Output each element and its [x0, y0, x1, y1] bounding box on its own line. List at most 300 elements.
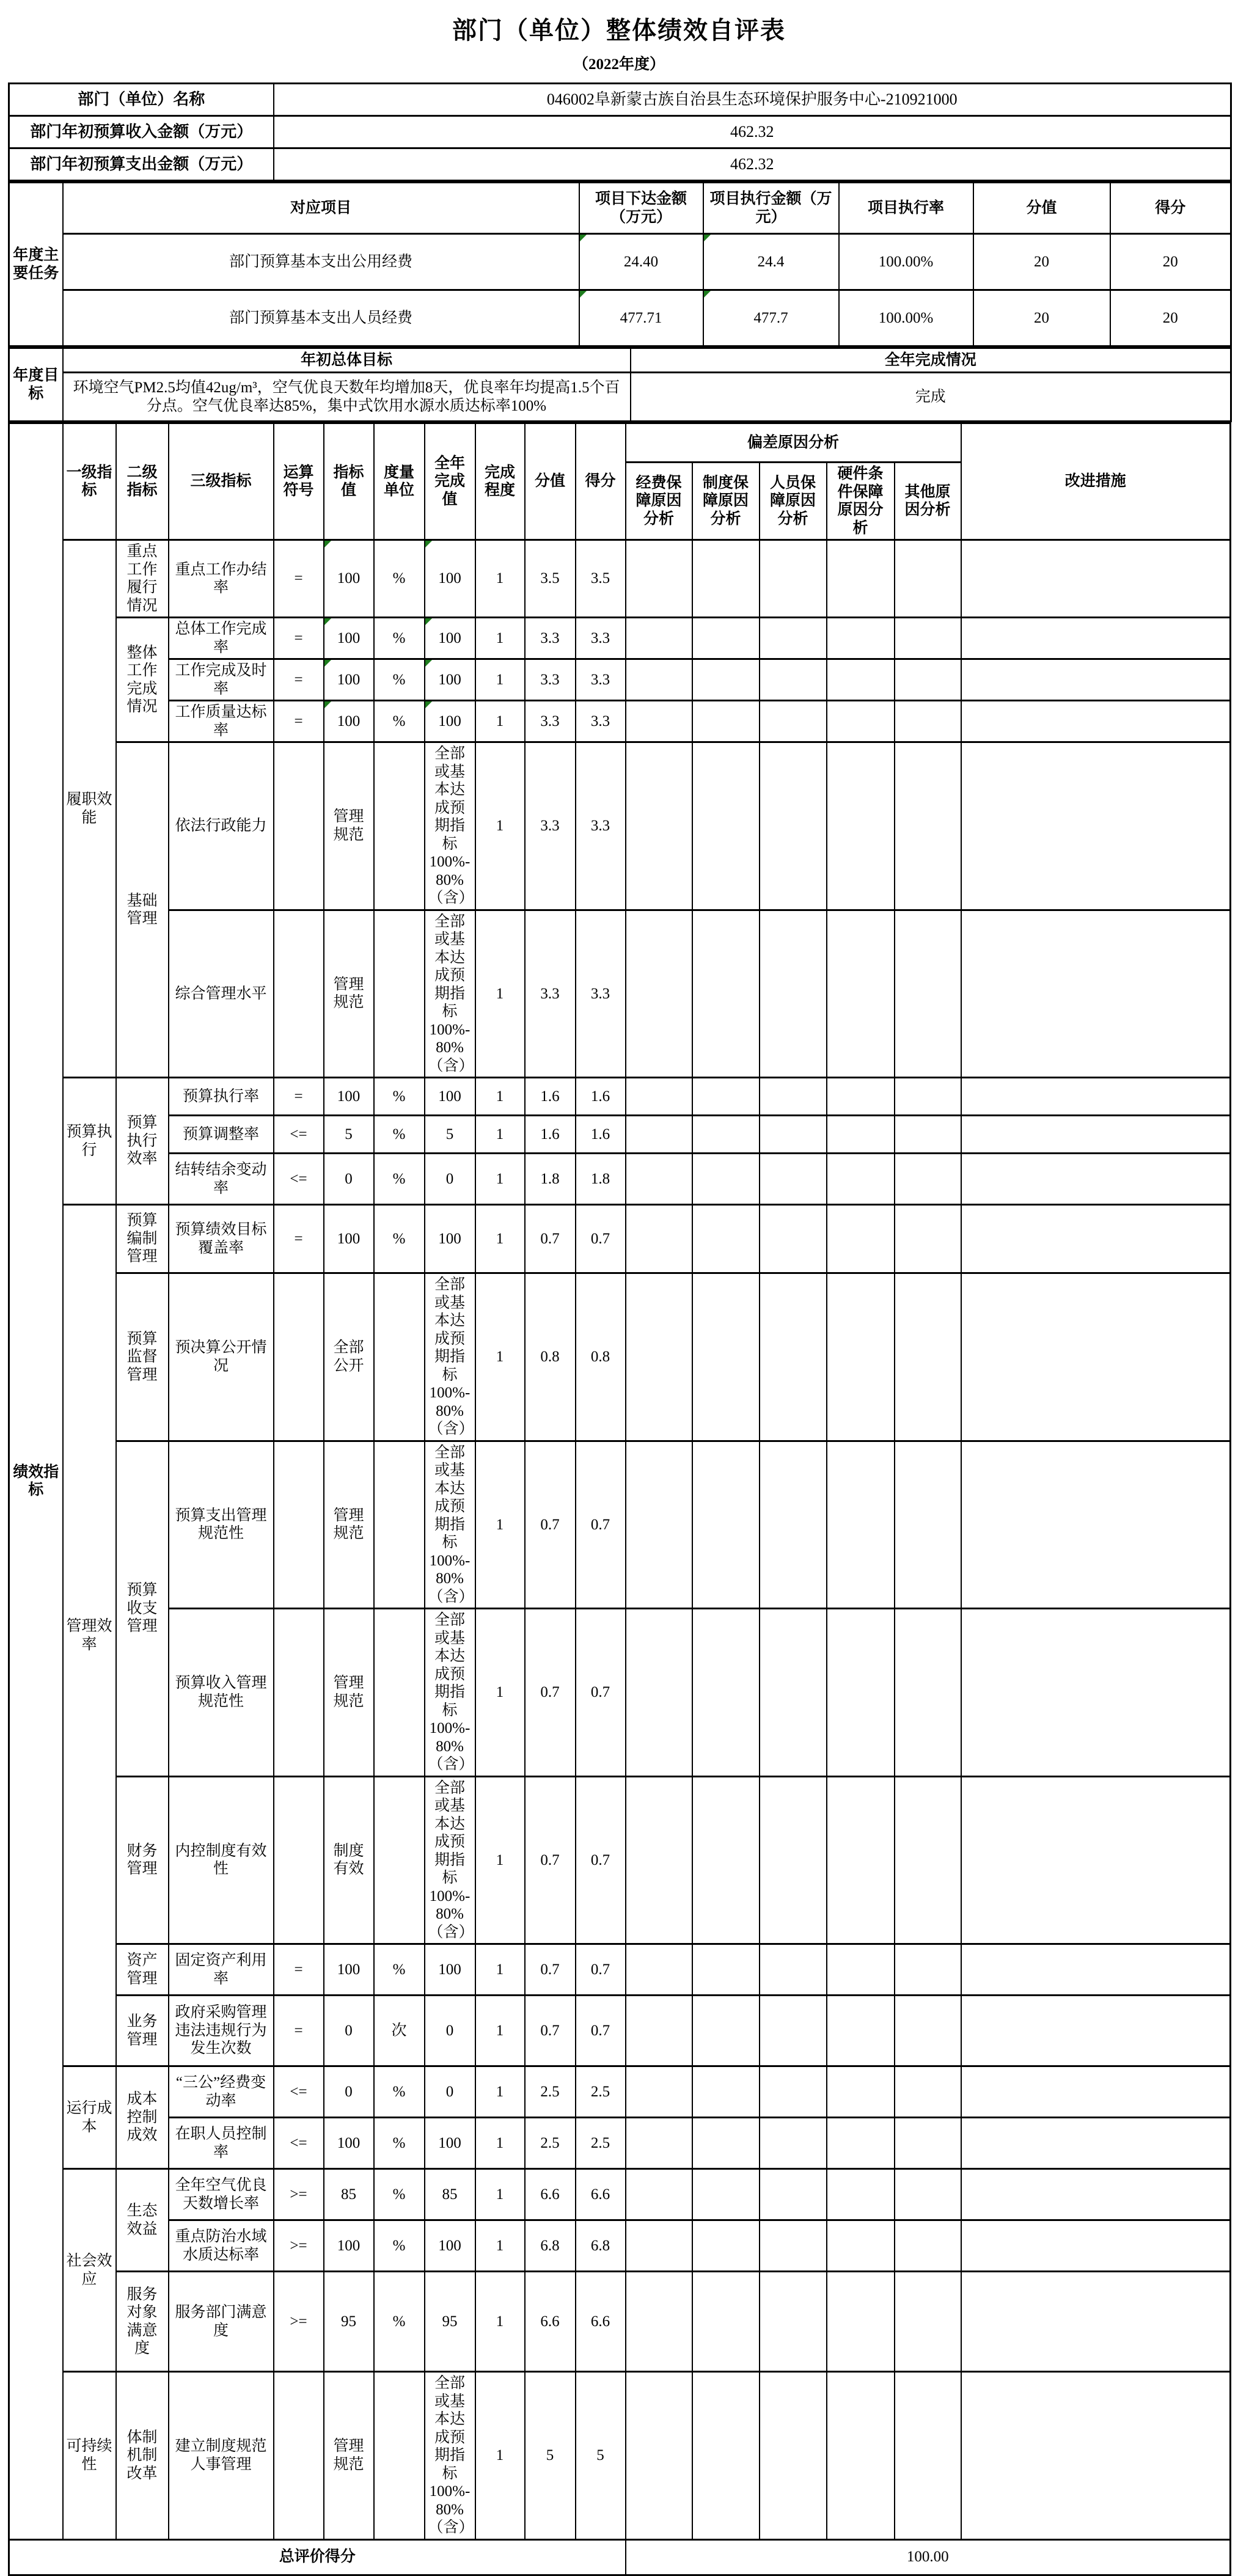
score-cell: 3.3	[576, 910, 626, 1078]
indicator-name: 总体工作完成率	[169, 618, 274, 659]
task-execution-rate: 100.00%	[839, 290, 973, 346]
analysis-cell-other	[895, 2220, 961, 2272]
result-cell	[425, 701, 475, 742]
indicator-name: 预算调整率	[169, 1116, 274, 1154]
task-project: 部门预算基本支出公用经费	[63, 234, 579, 290]
analysis-cell-staff	[760, 910, 827, 1078]
unit-cell: %	[374, 2118, 425, 2169]
result-value: 100	[438, 712, 461, 730]
task-score: 20	[1110, 234, 1231, 290]
analysis-cell-other	[895, 2118, 961, 2169]
table-row	[9, 659, 1231, 701]
level2-cell: 预算执行效率	[116, 1078, 169, 1205]
analysis-cell-hardware	[827, 2169, 895, 2220]
analysis-cell-other	[895, 1996, 961, 2066]
analysis-cell-funds	[626, 2372, 692, 2540]
degree-cell: 1	[475, 910, 525, 1078]
analysis-cell-staff	[760, 540, 827, 618]
task-execution-rate: 100.00%	[839, 234, 973, 290]
analysis-cell-other	[895, 2066, 961, 2118]
analysis-cell-hardware	[827, 1273, 895, 1441]
analysis-cell-staff	[760, 2169, 827, 2220]
indicator-name: 预算执行率	[169, 1078, 274, 1116]
target-cell: 制度有效	[324, 1776, 374, 1944]
improvement-cell	[961, 540, 1231, 618]
analysis-cell-funds	[626, 1116, 692, 1154]
score-cell: 3.3	[576, 659, 626, 701]
analysis-cell-funds	[626, 1154, 692, 1205]
indicator-name: 预算支出管理规范性	[169, 1441, 274, 1609]
analysis-cell-staff	[760, 2220, 827, 2272]
operator-cell: <=	[274, 2066, 324, 2118]
analysis-cell-funds	[626, 2169, 692, 2220]
analysis-cell-funds	[626, 2272, 692, 2372]
analysis-cell-hardware	[827, 1078, 895, 1116]
degree-cell: 1	[475, 1205, 525, 1273]
comment-triangle-icon	[425, 660, 432, 667]
analysis-cell-system	[692, 1996, 760, 2066]
analysis-cell-staff	[760, 618, 827, 659]
analysis-cell-other	[895, 910, 961, 1078]
operator-cell: =	[274, 659, 324, 701]
analysis-cell-system	[692, 1154, 760, 1205]
col-header-deviation-analysis: 偏差原因分析	[626, 423, 961, 463]
table-row	[9, 373, 1231, 422]
improvement-cell	[961, 659, 1231, 701]
analysis-cell-funds	[626, 659, 692, 701]
table-row	[9, 1944, 1231, 1996]
col-header-staff-analysis: 人员保障原因分析	[760, 463, 827, 540]
analysis-cell-other	[895, 2169, 961, 2220]
weight-cell: 0.7	[525, 1441, 576, 1609]
comment-triangle-icon	[324, 541, 331, 547]
score-cell: 1.8	[576, 1154, 626, 1205]
result-cell: 全部或基本达成预期指标100%-80%（含）	[425, 2372, 475, 2540]
operator-cell: =	[274, 540, 324, 618]
result-cell: 100	[425, 2118, 475, 2169]
analysis-cell-system	[692, 910, 760, 1078]
weight-cell: 3.5	[525, 540, 576, 618]
indicator-name: 重点工作办结率	[169, 540, 274, 618]
analysis-cell-staff	[760, 2066, 827, 2118]
col-header-improvement: 改进措施	[961, 423, 1231, 540]
improvement-cell	[961, 1116, 1231, 1154]
col-header-result: 全年完成值	[425, 423, 475, 540]
improvement-cell	[961, 1273, 1231, 1441]
analysis-cell-staff	[760, 1996, 827, 2066]
target-cell	[324, 618, 374, 659]
table-row	[9, 1776, 1231, 1944]
task-executed-amount	[703, 234, 839, 290]
target-cell: 5	[324, 1116, 374, 1154]
improvement-cell	[961, 1441, 1231, 1609]
score-cell: 0.8	[576, 1273, 626, 1441]
analysis-cell-system	[692, 2118, 760, 2169]
analysis-cell-system	[692, 1441, 760, 1609]
degree-cell: 1	[475, 2118, 525, 2169]
analysis-cell-funds	[626, 1441, 692, 1609]
analysis-cell-other	[895, 1205, 961, 1273]
operator-cell: <=	[274, 1154, 324, 1205]
task-issued-value: 24.40	[623, 253, 659, 270]
task-weight: 20	[973, 290, 1110, 346]
table-row	[9, 2118, 1231, 2169]
annual-tasks-table	[8, 181, 1232, 347]
total-score-value: 100.00	[626, 2539, 1231, 2575]
weight-cell: 6.8	[525, 2220, 576, 2272]
analysis-cell-system	[692, 2372, 760, 2540]
analysis-cell-funds	[626, 2220, 692, 2272]
indicator-name: 结转结余变动率	[169, 1154, 274, 1205]
unit-cell: %	[374, 2220, 425, 2272]
target-cell: 管理规范	[324, 742, 374, 910]
task-issued-amount	[579, 234, 703, 290]
table-row	[9, 1116, 1231, 1154]
result-value: 100	[438, 629, 461, 646]
analysis-cell-funds	[626, 910, 692, 1078]
table-row	[9, 1996, 1231, 2066]
table-row	[9, 2066, 1231, 2118]
result-cell: 100	[425, 1944, 475, 1996]
weight-cell: 3.3	[525, 742, 576, 910]
score-cell: 0.7	[576, 1996, 626, 2066]
table-row	[9, 2272, 1231, 2372]
analysis-cell-staff	[760, 742, 827, 910]
operator-cell: =	[274, 1205, 324, 1273]
target-cell: 管理规范	[324, 1441, 374, 1609]
info-value: 046002阜新蒙古族自治县生态环境保护服务中心-210921000	[274, 84, 1231, 116]
comment-triangle-icon	[425, 618, 432, 625]
analysis-cell-hardware	[827, 1441, 895, 1609]
col-header-level2: 二级指标	[116, 423, 169, 540]
analysis-cell-system	[692, 618, 760, 659]
target-cell: 管理规范	[324, 1609, 374, 1777]
result-cell: 100	[425, 2220, 475, 2272]
col-header-funds-analysis: 经费保障原因分析	[626, 463, 692, 540]
result-cell: 0	[425, 1996, 475, 2066]
table-row	[9, 2220, 1231, 2272]
page-title: 部门（单位）整体绩效自评表	[452, 16, 786, 44]
level2-cell: 体制机制改革	[116, 2372, 169, 2540]
improvement-cell	[961, 1078, 1231, 1116]
unit-cell	[374, 742, 425, 910]
annual-goals-table	[8, 347, 1232, 422]
operator-cell	[274, 910, 324, 1078]
unit-cell	[374, 910, 425, 1078]
level1-cell: 预算执行	[63, 1078, 116, 1205]
analysis-cell-funds	[626, 2118, 692, 2169]
degree-cell: 1	[475, 1996, 525, 2066]
degree-cell: 1	[475, 2169, 525, 2220]
indicator-name: 综合管理水平	[169, 910, 274, 1078]
operator-cell: <=	[274, 2118, 324, 2169]
operator-cell	[274, 1441, 324, 1609]
level1-cell: 社会效应	[63, 2169, 116, 2372]
weight-cell: 3.3	[525, 659, 576, 701]
improvement-cell	[961, 2272, 1231, 2372]
analysis-cell-other	[895, 701, 961, 742]
tasks-section-label: 年度主要任务	[9, 183, 63, 346]
analysis-cell-hardware	[827, 1776, 895, 1944]
comment-triangle-icon	[580, 291, 587, 298]
target-cell: 100	[324, 1944, 374, 1996]
score-cell: 0.7	[576, 1609, 626, 1777]
operator-cell: >=	[274, 2220, 324, 2272]
col-header-score: 得分	[1110, 183, 1231, 234]
target-cell: 100	[324, 1205, 374, 1273]
target-cell: 全部公开	[324, 1273, 374, 1441]
level2-cell: 业务管理	[116, 1996, 169, 2066]
result-value: 100	[438, 671, 461, 688]
result-cell: 全部或基本达成预期指标100%-80%（含）	[425, 910, 475, 1078]
result-cell: 95	[425, 2272, 475, 2372]
weight-cell: 0.7	[525, 1776, 576, 1944]
level2-cell: 预算编制管理	[116, 1205, 169, 1273]
analysis-cell-system	[692, 659, 760, 701]
indicator-name: 预算绩效目标覆盖率	[169, 1205, 274, 1273]
indicator-name: 建立制度规范人事管理	[169, 2372, 274, 2540]
unit-cell	[374, 2372, 425, 2540]
analysis-cell-other	[895, 540, 961, 618]
improvement-cell	[961, 1776, 1231, 1944]
improvement-cell	[961, 1609, 1231, 1777]
analysis-cell-hardware	[827, 1944, 895, 1996]
analysis-cell-other	[895, 1078, 961, 1116]
unit-cell: %	[374, 2066, 425, 2118]
table-row	[9, 348, 1231, 373]
result-cell	[425, 540, 475, 618]
indicator-name: “三公”经费变动率	[169, 2066, 274, 2118]
target-cell	[324, 701, 374, 742]
unit-cell: %	[374, 1944, 425, 1996]
col-header-score: 得分	[576, 423, 626, 540]
table-row	[9, 1078, 1231, 1116]
unit-cell	[374, 1609, 425, 1777]
score-cell: 1.6	[576, 1078, 626, 1116]
weight-cell: 3.3	[525, 701, 576, 742]
col-header-system-analysis: 制度保障原因分析	[692, 463, 760, 540]
unit-cell	[374, 1441, 425, 1609]
analysis-cell-system	[692, 2066, 760, 2118]
analysis-cell-hardware	[827, 1205, 895, 1273]
table-row	[9, 2372, 1231, 2540]
analysis-cell-funds	[626, 2066, 692, 2118]
level2-cell: 财务管理	[116, 1776, 169, 1944]
analysis-cell-system	[692, 1609, 760, 1777]
weight-cell: 0.7	[525, 1205, 576, 1273]
score-cell: 6.6	[576, 2169, 626, 2220]
degree-cell: 1	[475, 2066, 525, 2118]
score-cell: 3.3	[576, 701, 626, 742]
analysis-cell-hardware	[827, 2118, 895, 2169]
analysis-cell-staff	[760, 2118, 827, 2169]
table-row	[9, 234, 1231, 290]
weight-cell: 0.7	[525, 1944, 576, 1996]
result-cell: 85	[425, 2169, 475, 2220]
col-header-executed-amount: 项目执行金额（万元）	[703, 183, 839, 234]
table-row	[9, 148, 1231, 181]
analysis-cell-hardware	[827, 1154, 895, 1205]
result-value: 100	[438, 570, 461, 587]
degree-cell: 1	[475, 1116, 525, 1154]
col-header-target: 指标值	[324, 423, 374, 540]
weight-cell: 1.6	[525, 1116, 576, 1154]
score-cell: 0.7	[576, 1944, 626, 1996]
target-cell: 95	[324, 2272, 374, 2372]
target-cell: 100	[324, 2220, 374, 2272]
weight-cell: 2.5	[525, 2118, 576, 2169]
target-cell	[324, 540, 374, 618]
table-row	[9, 540, 1231, 618]
task-issued-value: 477.71	[620, 309, 662, 326]
total-score-label: 总评价得分	[9, 2539, 626, 2575]
comment-triangle-icon	[704, 235, 711, 241]
analysis-cell-hardware	[827, 2372, 895, 2540]
level2-cell: 预算监督管理	[116, 1273, 169, 1441]
score-cell: 0.7	[576, 1205, 626, 1273]
level1-cell: 履职效能	[63, 540, 116, 1078]
analysis-cell-other	[895, 742, 961, 910]
analysis-cell-funds	[626, 1273, 692, 1441]
analysis-cell-hardware	[827, 2066, 895, 2118]
level2-cell: 成本控制成效	[116, 2066, 169, 2169]
result-cell: 全部或基本达成预期指标100%-80%（含）	[425, 742, 475, 910]
col-header-year-completion: 全年完成情况	[631, 348, 1231, 373]
task-executed-value: 477.7	[753, 309, 788, 326]
indicator-name: 内控制度有效性	[169, 1776, 274, 1944]
info-value: 462.32	[274, 116, 1231, 148]
analysis-cell-hardware	[827, 1996, 895, 2066]
level2-cell: 重点工作履行情况	[116, 540, 169, 618]
analysis-cell-staff	[760, 1205, 827, 1273]
analysis-cell-staff	[760, 659, 827, 701]
table-row	[9, 183, 1231, 234]
degree-cell: 1	[475, 540, 525, 618]
target-cell: 100	[324, 1078, 374, 1116]
operator-cell: =	[274, 618, 324, 659]
operator-cell	[274, 2372, 324, 2540]
analysis-cell-other	[895, 659, 961, 701]
target-cell: 0	[324, 1154, 374, 1205]
improvement-cell	[961, 2066, 1231, 2118]
analysis-cell-funds	[626, 1205, 692, 1273]
degree-cell: 1	[475, 1944, 525, 1996]
analysis-cell-staff	[760, 1116, 827, 1154]
weight-cell: 6.6	[525, 2169, 576, 2220]
degree-cell: 1	[475, 2220, 525, 2272]
improvement-cell	[961, 1154, 1231, 1205]
analysis-cell-funds	[626, 1776, 692, 1944]
analysis-cell-hardware	[827, 742, 895, 910]
unit-cell: %	[374, 2169, 425, 2220]
table-row	[9, 1273, 1231, 1441]
analysis-cell-system	[692, 1078, 760, 1116]
comment-triangle-icon	[324, 660, 331, 667]
analysis-cell-staff	[760, 2372, 827, 2540]
table-row	[9, 618, 1231, 659]
result-cell: 0	[425, 1154, 475, 1205]
analysis-cell-staff	[760, 1944, 827, 1996]
operator-cell	[274, 742, 324, 910]
improvement-cell	[961, 2372, 1231, 2540]
analysis-cell-hardware	[827, 910, 895, 1078]
analysis-cell-system	[692, 1776, 760, 1944]
col-header-level1: 一级指标	[63, 423, 116, 540]
col-header-issued-amount: 项目下达金额（万元）	[579, 183, 703, 234]
analysis-cell-staff	[760, 1273, 827, 1441]
improvement-cell	[961, 910, 1231, 1078]
target-cell: 0	[324, 2066, 374, 2118]
level2-cell: 整体工作完成情况	[116, 618, 169, 742]
level2-cell: 预算收支管理	[116, 1441, 169, 1776]
table-row	[9, 290, 1231, 346]
task-project: 部门预算基本支出人员经费	[63, 290, 579, 346]
target-cell: 85	[324, 2169, 374, 2220]
target-value: 100	[337, 570, 361, 587]
col-header-execution-rate: 项目执行率	[839, 183, 973, 234]
table-row	[9, 1154, 1231, 1205]
improvement-cell	[961, 1996, 1231, 2066]
unit-cell	[374, 1776, 425, 1944]
indicator-name: 全年空气优良天数增长率	[169, 2169, 274, 2220]
score-cell: 2.5	[576, 2066, 626, 2118]
analysis-cell-staff	[760, 2272, 827, 2372]
improvement-cell	[961, 2169, 1231, 2220]
score-cell: 6.6	[576, 2272, 626, 2372]
table-row	[9, 1441, 1231, 1609]
analysis-cell-funds	[626, 1944, 692, 1996]
analysis-cell-staff	[760, 1609, 827, 1777]
table-row	[9, 742, 1231, 910]
analysis-cell-hardware	[827, 659, 895, 701]
score-cell: 0.7	[576, 1441, 626, 1609]
col-header-degree: 完成程度	[475, 423, 525, 540]
task-weight: 20	[973, 234, 1110, 290]
comment-triangle-icon	[580, 235, 587, 241]
analysis-cell-system	[692, 540, 760, 618]
level2-cell: 基础管理	[116, 742, 169, 1078]
analysis-cell-hardware	[827, 701, 895, 742]
col-header-level3: 三级指标	[169, 423, 274, 540]
analysis-cell-hardware	[827, 1116, 895, 1154]
degree-cell: 1	[475, 1441, 525, 1609]
degree-cell: 1	[475, 2272, 525, 2372]
analysis-cell-other	[895, 1273, 961, 1441]
operator-cell: =	[274, 1944, 324, 1996]
analysis-cell-funds	[626, 540, 692, 618]
col-header-weight: 分值	[525, 423, 576, 540]
unit-cell: %	[374, 540, 425, 618]
indicator-name: 重点防治水域水质达标率	[169, 2220, 274, 2272]
weight-cell: 5	[525, 2372, 576, 2540]
page-subtitle: （2022年度）	[573, 56, 665, 73]
col-header-weight: 分值	[973, 183, 1110, 234]
operator-cell	[274, 1609, 324, 1777]
improvement-cell	[961, 1944, 1231, 1996]
operator-cell: >=	[274, 2169, 324, 2220]
target-cell: 0	[324, 1996, 374, 2066]
result-cell: 全部或基本达成预期指标100%-80%（含）	[425, 1273, 475, 1441]
unit-cell: %	[374, 618, 425, 659]
analysis-cell-funds	[626, 742, 692, 910]
degree-cell: 1	[475, 1078, 525, 1116]
analysis-cell-other	[895, 1154, 961, 1205]
analysis-cell-funds	[626, 618, 692, 659]
operator-cell: =	[274, 701, 324, 742]
analysis-cell-staff	[760, 1776, 827, 1944]
result-cell: 100	[425, 1205, 475, 1273]
analysis-cell-system	[692, 2169, 760, 2220]
